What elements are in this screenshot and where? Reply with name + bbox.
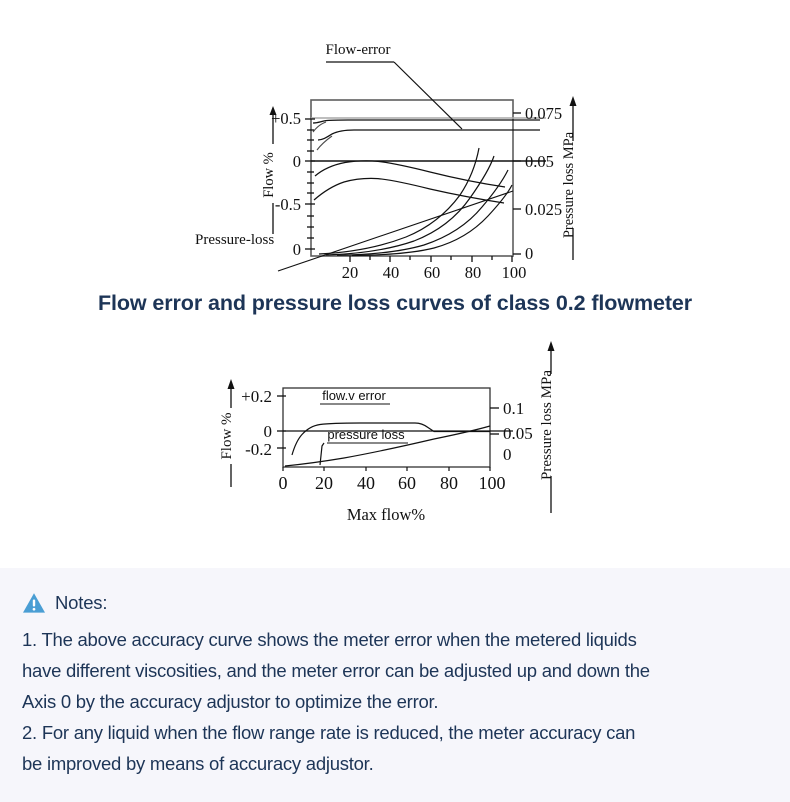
right-tick-label-1: 0.05 <box>503 424 533 443</box>
right-axis-label: Pressure loss MPa <box>539 369 555 481</box>
note-line: Axis 0 by the accuracy adjustor to optimize the error. <box>22 691 439 712</box>
x-tick-label-0: 20 <box>341 263 359 278</box>
annotation-pressure-loss: Pressure-loss <box>195 232 275 248</box>
right-axis-ticks <box>513 113 521 254</box>
note-line: 1. The above accuracy curve shows the meter error when the metered liquids <box>22 629 637 650</box>
left-tick-label-1: 0 <box>292 152 301 171</box>
note-line: 2. For any liquid when the flow range rate is reduced, the meter accuracy can <box>22 722 636 743</box>
annotation-pressure-loss: pressure loss <box>327 427 405 442</box>
chart-top-svg <box>0 28 790 278</box>
left-axis-label: Flow % <box>219 412 235 460</box>
left-tick-label-3: 0 <box>292 240 301 259</box>
left-axis-label: Flow % <box>261 152 277 198</box>
note-line: be improved by means of accuracy adjustor. <box>22 753 374 774</box>
left-tick-label-1: 0 <box>263 422 272 441</box>
right-tick-label-2: 0 <box>503 445 512 464</box>
warning-triangle-icon <box>22 592 46 614</box>
notes-label: Notes: <box>55 592 108 613</box>
x-tick-label-5: 100 <box>478 473 506 493</box>
x-tick-label-4: 100 <box>501 263 527 278</box>
note-line: have different viscosities, and the meter error can be adjusted up and down the <box>22 660 650 681</box>
annotation-flow-v-error: flow.v error <box>322 388 386 403</box>
chart-bottom <box>0 336 790 536</box>
x-tick-label-2: 40 <box>357 473 375 493</box>
right-tick-label-3: 0 <box>525 244 534 263</box>
x-tick-label-3: 80 <box>464 263 482 278</box>
page-title: Flow error and pressure loss curves of class 0.2 flowmeter <box>97 291 693 315</box>
x-tick-label-4: 80 <box>440 473 458 493</box>
right-tick-label-0: 0.1 <box>503 399 525 418</box>
right-tick-label-2: 0.025 <box>525 200 563 219</box>
notes-panel <box>0 568 790 802</box>
right-tick-label-0: 0.075 <box>525 104 563 123</box>
x-tick-label-1: 40 <box>382 263 400 278</box>
x-tick-label-0: 0 <box>278 473 288 493</box>
left-tick-label-2: -0.2 <box>245 440 272 459</box>
left-tick-label-0: +0.2 <box>241 387 272 406</box>
left-tick-label-2: -0.5 <box>274 195 301 214</box>
bottom-axis-ticks <box>350 256 512 262</box>
notes-header <box>22 592 768 614</box>
right-tick-label-1: 0.05 <box>525 152 554 171</box>
x-tick-label-2: 60 <box>423 263 441 278</box>
annotation-flow-error: Flow-error <box>325 42 391 58</box>
x-axis-label: Max flow% <box>346 505 426 524</box>
x-tick-label-3: 60 <box>398 473 416 493</box>
right-axis-ticks <box>490 408 499 434</box>
right-axis-label: Pressure loss MPa <box>561 131 577 239</box>
chart-top <box>0 28 790 278</box>
left-tick-label-0: +0.5 <box>271 109 301 128</box>
chart-bottom-svg <box>0 336 790 536</box>
x-tick-label-1: 20 <box>315 473 333 493</box>
